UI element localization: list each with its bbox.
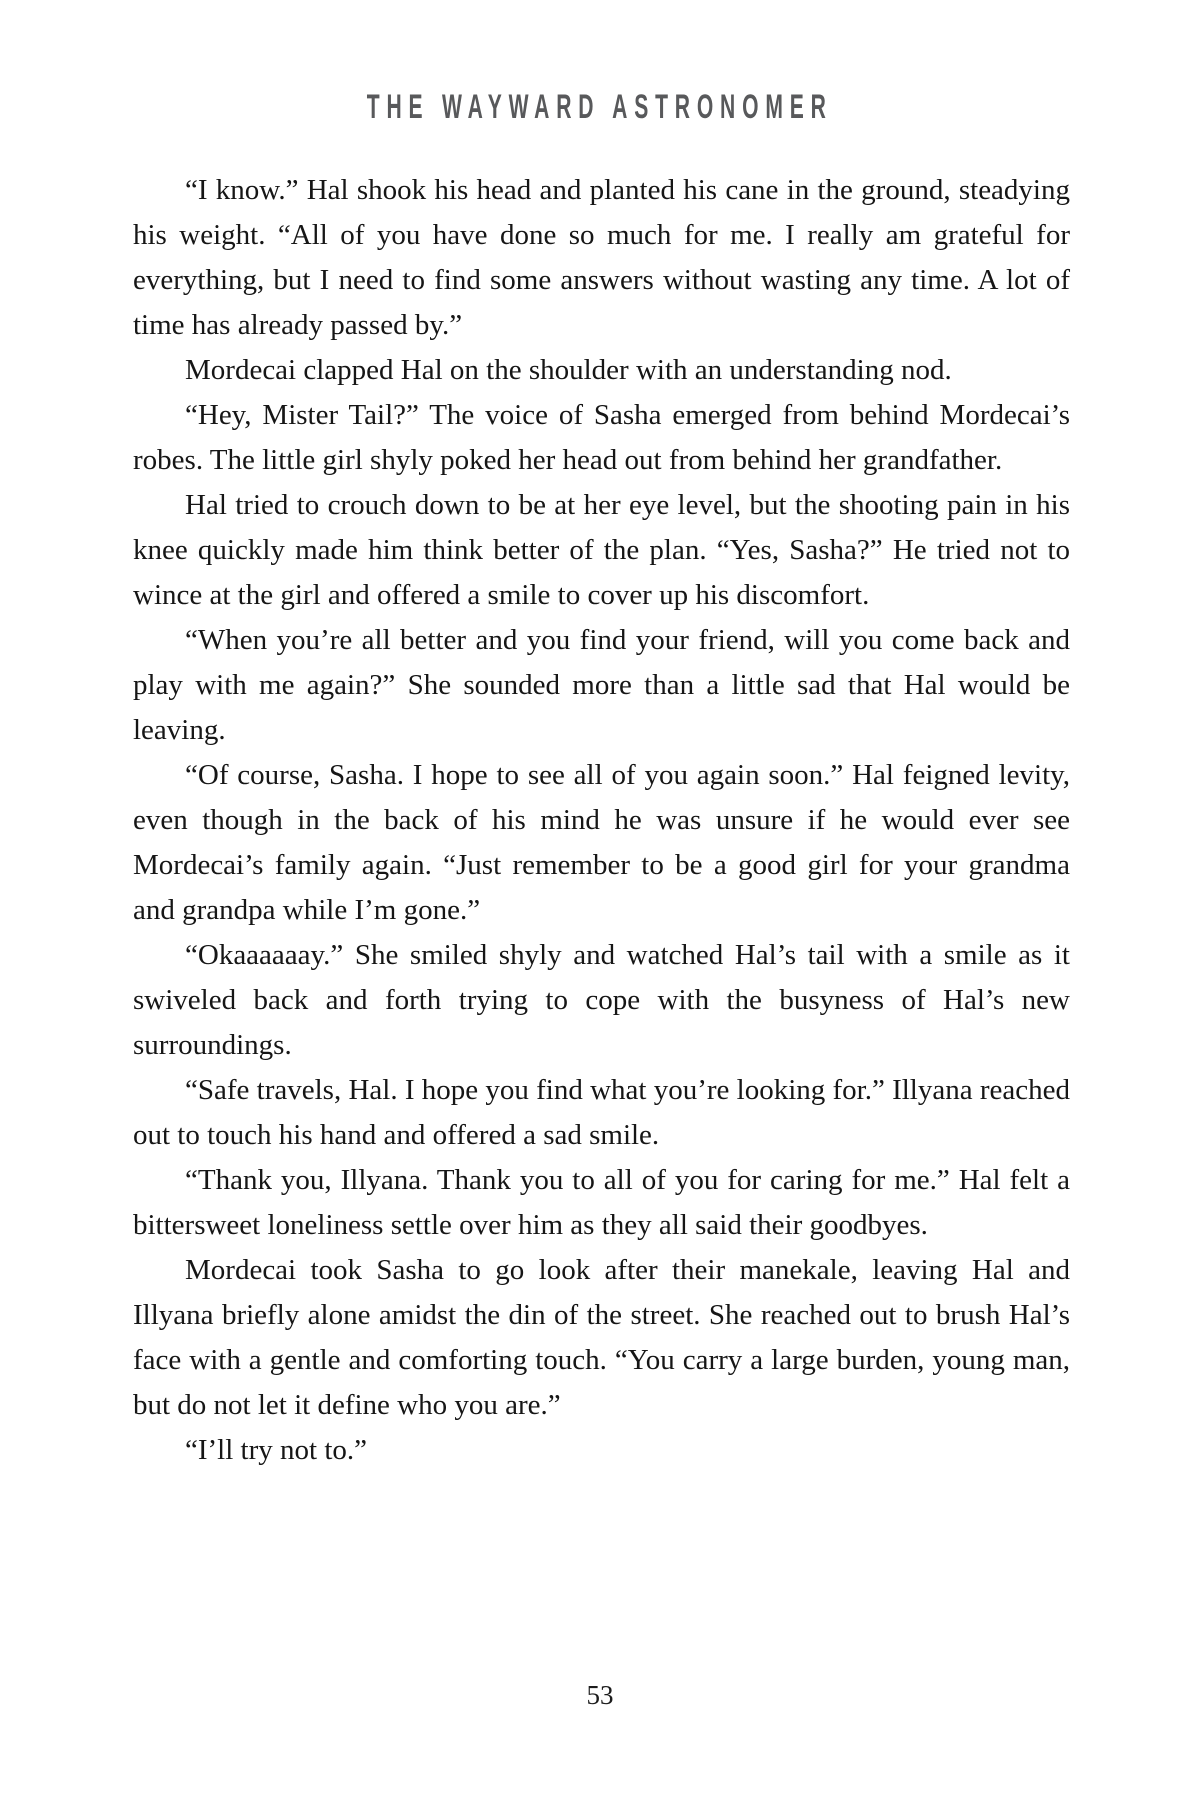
body-paragraph: Mordecai took Sasha to go look after their manekale, leaving Hal and Illyana briefly alone amidst the din of the street. She reached out to brush Hal’s face with a gentle and comforting touch. “You carry a large burden, young man, but do not let it define who you are.” [133, 1254, 1070, 1421]
body-paragraph: “I’ll try not to.” [185, 1434, 368, 1466]
running-head: THE WAYWARD ASTRONOMER [367, 88, 833, 126]
body-paragraph: Hal tried to crouch down to be at her eye level, but the shooting pain in his knee quickly made him think better of the plan. “Yes, Sasha?” He tried not to wince at the girl and offered a smile to cover up his discomfort. [133, 489, 1070, 611]
body-paragraph: “Okaaaaaay.” She smiled shyly and watched Hal’s tail with a smile as it swiveled back and forth trying to cope with the busyness of Hal’s new surroundings. [133, 939, 1070, 1061]
body-text-block [133, 168, 1070, 1473]
body-paragraph: “When you’re all better and you find your friend, will you come back and play with me again?” She sounded more than a little sad that Hal would be leaving. [133, 624, 1070, 746]
body-paragraph: “Safe travels, Hal. I hope you find what you’re looking for.” Illyana reached out to touch his hand and offered a sad smile. [133, 1074, 1070, 1151]
running-head-container [0, 88, 1200, 127]
body-paragraph: “Thank you, Illyana. Thank you to all of you for caring for me.” Hal felt a bittersweet loneliness settle over him as they all said their goodbyes. [133, 1164, 1070, 1241]
body-paragraph: “Of course, Sasha. I hope to see all of you again soon.” Hal feigned levity, even though in the back of his mind he was unsure if he would ever see Mordecai’s family again. “Just remember to be a good girl for your grandma and grandpa while I’m gone.” [133, 759, 1070, 926]
body-paragraph: Mordecai clapped Hal on the shoulder with an understanding nod. [185, 354, 952, 386]
page-number: 53 [586, 1680, 614, 1710]
body-paragraph: “I know.” Hal shook his head and planted his cane in the ground, steadying his weight. “All of you have done so much for me. I really am grateful for everything, but I need to find some answers without wasting any time. A lot of time has already passed by.” [133, 174, 1070, 341]
body-paragraph: “Hey, Mister Tail?” The voice of Sasha emerged from behind Mordecai’s robes. The little girl shyly poked her head out from behind her grandfather. [133, 399, 1070, 476]
